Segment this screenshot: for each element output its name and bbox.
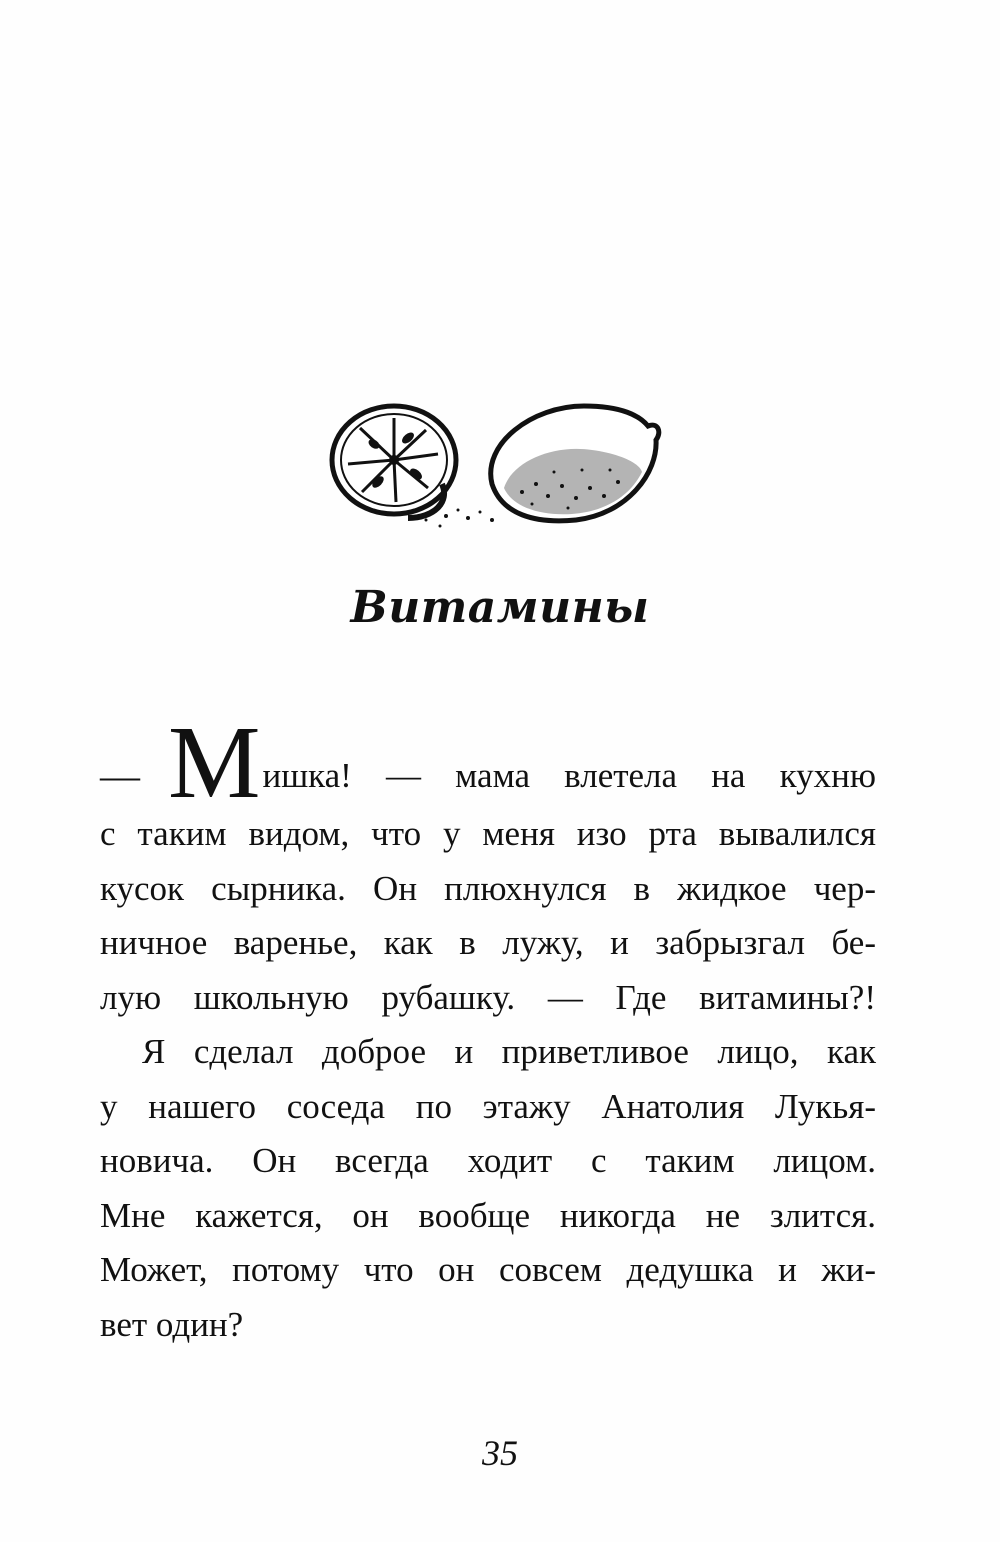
whole-lemon-icon: [491, 406, 659, 521]
drop-cap: М: [168, 705, 261, 820]
text-line: ишка! — мама влетела на кухню: [262, 756, 876, 795]
text-line: Я сделал доброе и приветливое лицо, как: [142, 1032, 876, 1071]
text-line: новича. Он всегда ходит с таким лицом.: [100, 1141, 876, 1180]
dialogue-dash: —: [100, 753, 140, 798]
lemon-half-icon: [332, 406, 456, 518]
chapter-title: Витамины: [350, 582, 650, 633]
text-line: с таким видом, что у меня изо рта вывалился: [100, 814, 876, 853]
text-line: лую школьную рубашку. — Где витамины?!: [100, 977, 876, 1017]
story-text: [100, 705, 876, 1352]
text-line: Может, потому что он совсем дедушка и жи-: [100, 1250, 876, 1289]
lemon-illustration: [322, 392, 672, 542]
text-line: вет один?: [100, 1304, 244, 1344]
juice-dots: [425, 508, 495, 528]
text-line: ничное варенье, как в лужу, и забрызгал бе-: [100, 923, 876, 962]
paragraph-1-first-line: [100, 705, 876, 820]
text-line: кусок сырника. Он плюхнулся в жидкое чер-: [100, 868, 876, 908]
page-number: 35: [482, 1433, 518, 1473]
text-line: Мне кажется, он вообще никогда не злится.: [100, 1195, 876, 1235]
text-line: у нашего соседа по этажу Анатолия Лукья-: [100, 1086, 876, 1126]
